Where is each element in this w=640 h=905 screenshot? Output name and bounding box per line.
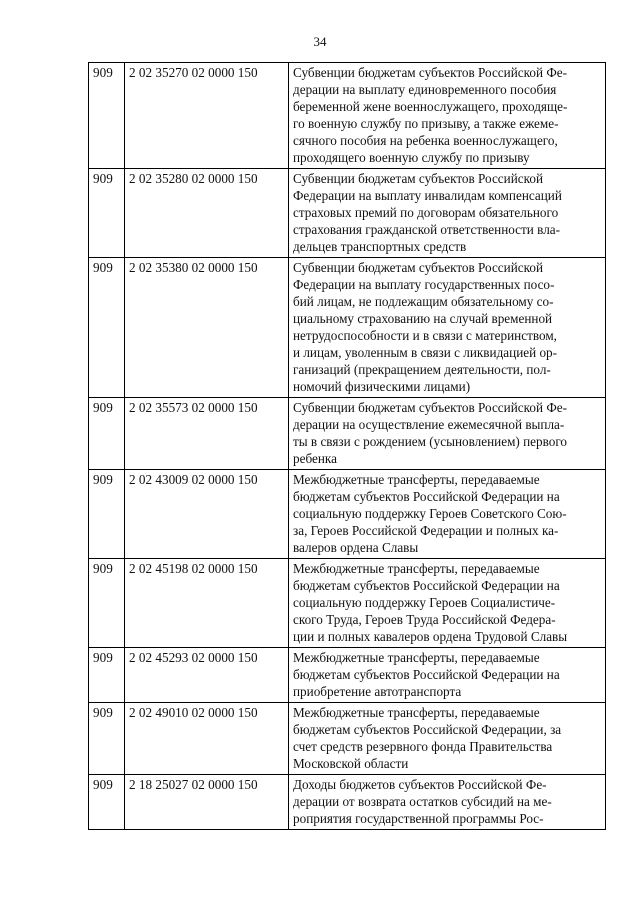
description-cell: Межбюджетные трансферты, передаваемые бюджетам субъектов Российской Федерации на приобретение автотранспорта bbox=[289, 648, 606, 703]
table-row bbox=[89, 559, 606, 648]
table-row bbox=[89, 63, 606, 169]
admin-code-cell: 909 bbox=[89, 398, 125, 470]
admin-code-cell: 909 bbox=[89, 470, 125, 559]
admin-code-cell: 909 bbox=[89, 258, 125, 398]
description-cell: Межбюджетные трансферты, передаваемые бюджетам субъектов Российской Федерации на социальную поддержку Героев Советского Сою- за, Героев Российской Федерации и полных ка- валеров ордена Славы bbox=[289, 470, 606, 559]
description-cell: Субвенции бюджетам субъектов Российской Федерации на выплату инвалидам компенсаций страховых премий по договорам обязательного страхования гражданской ответственности вла- дельцев транспортных средств bbox=[289, 169, 606, 258]
kbk-code-cell: 2 02 45293 02 0000 150 bbox=[125, 648, 289, 703]
kbk-code-cell: 2 02 35280 02 0000 150 bbox=[125, 169, 289, 258]
admin-code-cell: 909 bbox=[89, 559, 125, 648]
budget-classification-table bbox=[88, 62, 606, 830]
kbk-code-cell: 2 02 35270 02 0000 150 bbox=[125, 63, 289, 169]
kbk-code-cell: 2 02 49010 02 0000 150 bbox=[125, 703, 289, 775]
kbk-code-cell: 2 18 25027 02 0000 150 bbox=[125, 775, 289, 830]
table-row bbox=[89, 703, 606, 775]
description-cell: Межбюджетные трансферты, передаваемые бюджетам субъектов Российской Федерации на социальную поддержку Героев Социалистиче- ского Труда, Героев Труда Российской Федера- ции и полных кавалеров ордена Трудовой Славы bbox=[289, 559, 606, 648]
kbk-code-cell: 2 02 45198 02 0000 150 bbox=[125, 559, 289, 648]
table-row bbox=[89, 169, 606, 258]
kbk-code-cell: 2 02 43009 02 0000 150 bbox=[125, 470, 289, 559]
page-number: 34 bbox=[313, 34, 327, 49]
kbk-code-cell: 2 02 35380 02 0000 150 bbox=[125, 258, 289, 398]
kbk-code-cell: 2 02 35573 02 0000 150 bbox=[125, 398, 289, 470]
table-row bbox=[89, 398, 606, 470]
description-cell: Субвенции бюджетам субъектов Российской Фе- дерации на осуществление ежемесячной выпла- ты в связи с рождением (усыновлением) первого ребенка bbox=[289, 398, 606, 470]
admin-code-cell: 909 bbox=[89, 703, 125, 775]
table-row bbox=[89, 775, 606, 830]
admin-code-cell: 909 bbox=[89, 775, 125, 830]
description-cell: Доходы бюджетов субъектов Российской Фе- дерации от возврата остатков субсидий на ме- роприятия государственной программы Рос- bbox=[289, 775, 606, 830]
description-cell: Межбюджетные трансферты, передаваемые бюджетам субъектов Российской Федерации, за счет средств резервного фонда Правительства Московской области bbox=[289, 703, 606, 775]
admin-code-cell: 909 bbox=[89, 169, 125, 258]
description-cell: Субвенции бюджетам субъектов Российской Фе- дерации на выплату единовременного пособия беременной жене военнослужащего, проходяще- го военную службу по призыву, а также ежеме- сячного пособия на ребенка военнослужащего, проходящего военную службу по призыву bbox=[289, 63, 606, 169]
admin-code-cell: 909 bbox=[89, 648, 125, 703]
table-row bbox=[89, 470, 606, 559]
admin-code-cell: 909 bbox=[89, 63, 125, 169]
table-row bbox=[89, 258, 606, 398]
table-row bbox=[89, 648, 606, 703]
description-cell: Субвенции бюджетам субъектов Российской Федерации на выплату государственных посо- бий лицам, не подлежащим обязательному со- циальному страхованию на случай временной нетрудоспособности и в связи с материнством, и лицам, уволенным в связи с ликвидацией ор- ганизаций (прекращением деятельности, пол- номочий физическими лицами) bbox=[289, 258, 606, 398]
